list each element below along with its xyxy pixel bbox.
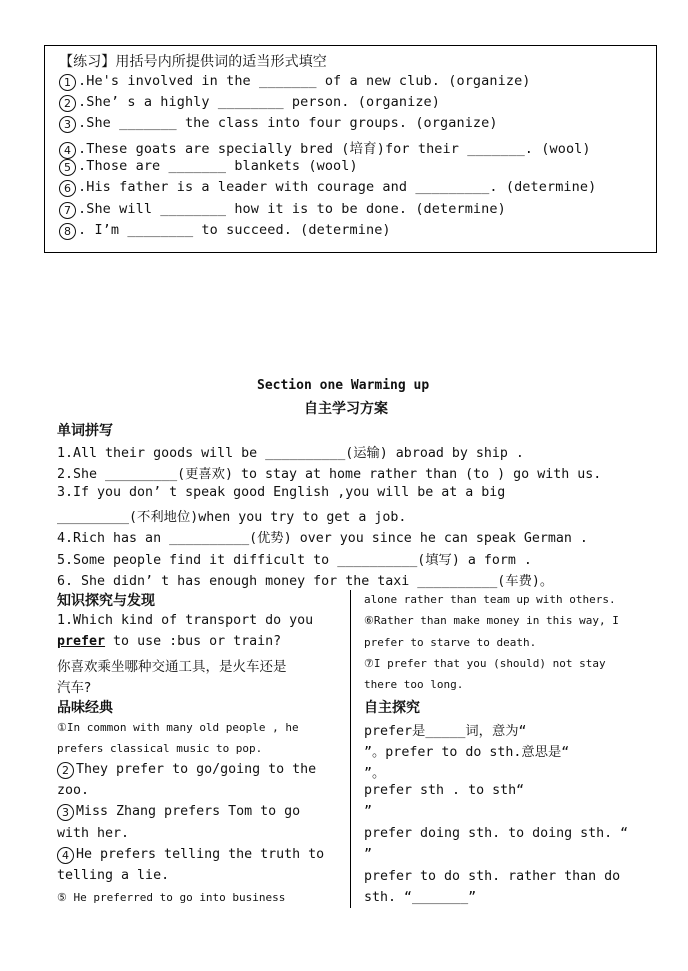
spelling-line-7: 6. She didn’ t has enough money for the taxi __________(车费)。	[57, 574, 554, 589]
spelling-line-3: 3.If you don’ t speak good English ,you will be at a big	[57, 485, 506, 500]
spelling-line-1: 1.All their goods will be __________(运输) abroad by ship .	[57, 446, 524, 461]
example-5-line-1: ⑤ He preferred to go into business	[57, 891, 286, 904]
exercise-item-6: 6 .His father is a leader with courage and _________. (determine)	[59, 179, 596, 197]
example-2-line-1: 2 They prefer to go/going to the	[57, 762, 316, 779]
example-4-line-1: 4 He prefers telling the truth to	[57, 847, 324, 864]
prefer-note-1-line-1: prefer是_____词，意为“	[364, 724, 527, 739]
exercise-item-7: 7 .She will ________ how it is to be done. (determine)	[59, 201, 506, 219]
exercise-item-5: 5 .Those are _______ blankets (wool)	[59, 158, 358, 176]
question-1-line-2: prefer to use :bus or train?	[57, 634, 282, 649]
exercise-title: 【练习】用括号内所提供词的适当形式填空	[59, 54, 327, 70]
question-1-cn-line-2: 汽车?	[57, 680, 92, 696]
section-title: Section one Warming up	[257, 378, 430, 393]
exercise-box	[44, 45, 657, 253]
example-7-line-2: there too long.	[364, 678, 464, 691]
example-6-line-1: ⑥Rather than make money in this way, I	[364, 614, 619, 627]
self-explore-heading: 自主探究	[364, 700, 420, 716]
question-1-line-1: 1.Which kind of transport do you	[57, 613, 314, 628]
prefer-word: prefer	[57, 634, 106, 649]
spelling-line-5: 4.Rich has an __________(优势) over you since he can speak German .	[57, 531, 588, 546]
section-subtitle: 自主学习方案	[304, 401, 388, 417]
column-divider	[350, 590, 351, 908]
prefer-note-1-line-3: ”。	[364, 766, 386, 781]
example-4-line-2: telling a lie.	[57, 868, 170, 883]
example-2-line-2: zoo.	[57, 783, 90, 798]
prefer-note-2-line-1: prefer sth . to sth“	[364, 783, 525, 798]
example-3-line-2: with her.	[57, 826, 130, 841]
spelling-heading: 单词拼写	[57, 423, 113, 439]
prefer-note-3-line-1: prefer doing sth. to doing sth. “	[364, 826, 629, 841]
exercise-item-8: 8 . I’m ________ to succeed. (determine)	[59, 222, 391, 240]
exercise-item-2: 2 .She’ s a highly ________ person. (organize)	[59, 94, 440, 112]
example-5-cont: alone rather than team up with others.	[364, 593, 616, 606]
example-6-line-2: prefer to starve to death.	[364, 636, 537, 649]
exercise-item-4: 4 .These goats are specially bred (培育)for their _______. (wool)	[59, 137, 591, 159]
spelling-line-2: 2.She _________(更喜欢) to stay at home rather than (to ) go with us.	[57, 467, 602, 482]
exercise-item-1: 1 .He's involved in the _______ of a new club. (organize)	[59, 73, 531, 91]
prefer-note-1-line-2: ”。prefer to do sth.意思是“	[364, 745, 570, 760]
exercise-item-3: 3 .She _______ the class into four groups. (organize)	[59, 115, 498, 133]
spelling-line-4: _________(不利地位)when you try to get a job.	[57, 510, 407, 525]
spelling-line-6: 5.Some people find it difficult to __________(填写) a form .	[57, 553, 532, 568]
example-3-line-1: 3 Miss Zhang prefers Tom to go	[57, 804, 300, 821]
question-1-cn-line-1: 你喜欢乘坐哪种交通工具，是火车还是	[57, 659, 287, 675]
example-1-line-2: prefers classical music to pop.	[57, 742, 263, 755]
explore-heading: 知识探究与发现	[57, 593, 155, 609]
example-7-line-1: ⑦I prefer that you (should) not stay	[364, 657, 606, 670]
prefer-note-2-line-2: ”	[364, 804, 373, 819]
example-1-line-1: ①In common with many old people , he	[57, 721, 299, 734]
prefer-note-3-line-2: ”	[364, 847, 373, 862]
prefer-note-4-line-2: sth. “_______”	[364, 890, 477, 905]
classic-heading: 品味经典	[57, 700, 113, 716]
prefer-note-4-line-1: prefer to do sth. rather than do	[364, 869, 621, 884]
